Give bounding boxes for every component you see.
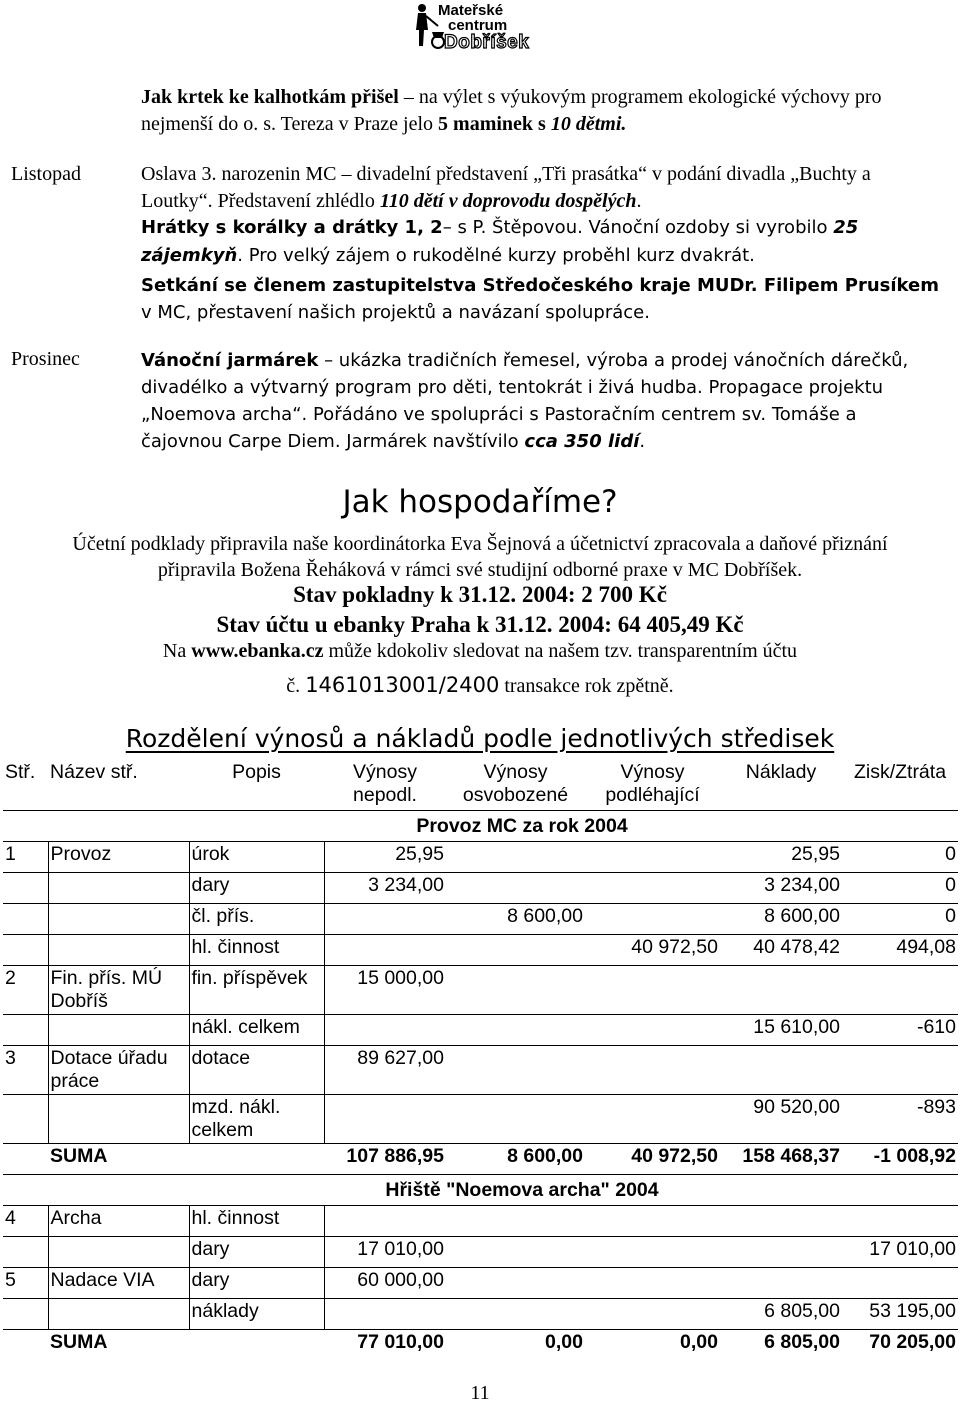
header-cell: Náklady: [745, 761, 817, 783]
listopad-paragraph-2: Hrátky s korálky a drátky 1, 2– s P. Štěpovou. Vánoční ozdoby si vyrobilo 25 zájemkyň. Pro velký zájem o rukodělné kurzy proběhl kurz dvakrát.: [141, 217, 859, 266]
table-cell: 3: [3, 1046, 48, 1095]
table-cell: 8 600,00: [446, 904, 585, 935]
table-cell: [446, 1299, 585, 1330]
table-cell: [585, 1046, 720, 1095]
table-row: [3, 1237, 958, 1268]
account-number: 1461013001/2400: [305, 673, 500, 697]
table-cell: [720, 1046, 842, 1095]
table-cell: [324, 935, 446, 966]
table-cell: [585, 873, 720, 904]
table-cell: Provoz: [48, 842, 189, 873]
table-cell: -610: [842, 1015, 958, 1046]
table-cell: [3, 873, 48, 904]
table-cell: [720, 1206, 842, 1237]
table-cell: [48, 1015, 189, 1046]
prosinec-paragraph: Vánoční jarmárek – ukázka tradičních řemesel, výroba a prodej vánočních dárečků, divadélko a výtvarný program pro děti, tentokrát i živá hudba. Propagace projektu „Noemova archa“. Pořádáno ve spolupráci s Pastoračním centrem sv. Tomáše a čajovnou Carpe Diem. Jarmárek navštívilo cca 350 lidí.: [141, 350, 909, 452]
table-cell: [446, 966, 585, 1015]
table-row: [3, 1015, 958, 1046]
section-title: Provoz MC za rok 2004: [324, 811, 720, 842]
table-cell: Dotace úřadu práce: [48, 1046, 189, 1095]
table-cell: [48, 873, 189, 904]
table-cell: [585, 904, 720, 935]
finance-paragraph: Účetní podklady připravila naše koordinátorka Eva Šejnová a účetnictví zpracovala a daňové přiznání připravila Božena Řeháková v rámci své studijní odborné praxe v MC Dobříšek.: [72, 533, 888, 581]
table-cell: [446, 1268, 585, 1299]
table-cell: náklady: [189, 1299, 324, 1330]
table-cell: [48, 935, 189, 966]
intro-children: 10 dětmi.: [550, 112, 627, 135]
section-row-archa: [3, 1175, 958, 1206]
table-cell: 3 234,00: [720, 873, 842, 904]
table-cell: 25,95: [324, 842, 446, 873]
table-cell: 1: [3, 842, 48, 873]
table-cell: [720, 1237, 842, 1268]
table-row: [3, 904, 958, 935]
table-cell: [48, 904, 189, 935]
table-cell: [3, 904, 48, 935]
table-cell: [446, 1046, 585, 1095]
table-cell: [585, 1206, 720, 1237]
suma-cell: 70 205,00: [842, 1330, 958, 1361]
table-cell: [48, 1299, 189, 1330]
suma-row: [3, 1330, 958, 1361]
finance-heading: Jak hospodaříme?: [342, 484, 618, 520]
table-cell: [585, 1299, 720, 1330]
suma-row: [3, 1144, 958, 1175]
month-listopad: Listopad: [11, 163, 81, 185]
table-cell: hl. činnost: [189, 935, 324, 966]
header-cell: Stř.: [5, 761, 36, 783]
table-cell: Archa: [48, 1206, 189, 1237]
table-cell: [842, 966, 958, 1015]
table-cell: 25,95: [720, 842, 842, 873]
table-row: [3, 842, 958, 873]
suma-cell: 0,00: [446, 1330, 585, 1361]
intro-paragraph: [141, 84, 931, 137]
intro-count: 5 maminek s: [438, 112, 551, 135]
table-cell: [446, 873, 585, 904]
table-cell: dary: [189, 873, 324, 904]
table-row: [3, 1095, 958, 1144]
header-cell: Výnosy osvobozené: [462, 761, 569, 806]
table-cell: [842, 1268, 958, 1299]
table-cell: [324, 1206, 446, 1237]
table-cell: 4: [3, 1206, 48, 1237]
header-cell: Název stř.: [50, 761, 138, 783]
table-row: [3, 935, 958, 966]
bank-balance: Stav účtu u ebanky Praha k 31.12. 2004: 64 405,49 Kč: [216, 612, 744, 637]
table-cell: [3, 1299, 48, 1330]
table-cell: [324, 1095, 446, 1144]
table-cell: 6 805,00: [720, 1299, 842, 1330]
suma-cell: 158 468,37: [720, 1144, 842, 1175]
table-cell: 60 000,00: [324, 1268, 446, 1299]
table-cell: 40 972,50: [585, 935, 720, 966]
table-cell: [585, 1015, 720, 1046]
table-cell: [3, 1095, 48, 1144]
table-cell: 53 195,00: [842, 1299, 958, 1330]
table-cell: 0: [842, 904, 958, 935]
table-cell: 8 600,00: [720, 904, 842, 935]
table-cell: dotace: [189, 1046, 324, 1095]
suma-cell: 8 600,00: [446, 1144, 585, 1175]
table-cell: [585, 1268, 720, 1299]
table-row: [3, 1268, 958, 1299]
listopad-paragraph-3: Setkání se členem zastupitelstva Středočeského kraje MUDr. Filipem Prusíkem v MC, přestavení našich projektů a navázaní spolupráce.: [141, 275, 939, 323]
table-cell: [3, 1237, 48, 1268]
table-cell: mzd. nákl. celkem: [189, 1095, 324, 1144]
suma-cell: 40 972,50: [585, 1144, 720, 1175]
table-cell: [446, 1237, 585, 1268]
cash-balance: Stav pokladny k 31.12. 2004: 2 700 Kč: [293, 582, 667, 607]
section-title: Hřiště "Noemova archa" 2004: [324, 1175, 720, 1206]
header-cell: Popis: [232, 761, 281, 783]
table-cell: [446, 1206, 585, 1237]
table-cell: 3 234,00: [324, 873, 446, 904]
suma-cell: -1 008,92: [842, 1144, 958, 1175]
account-info: č. 1461013001/2400 transakce rok zpětně.: [286, 673, 674, 697]
table-cell: hl. činnost: [189, 1206, 324, 1237]
suma-label: SUMA: [48, 1330, 324, 1361]
table-cell: 5: [3, 1268, 48, 1299]
table-row: [3, 1046, 958, 1095]
table-cell: [842, 1046, 958, 1095]
table-cell: -893: [842, 1095, 958, 1144]
logo-line-1: Mateřské: [438, 2, 504, 19]
table-cell: 40 478,42: [720, 935, 842, 966]
bank-link[interactable]: www.ebanka.cz: [191, 640, 324, 662]
suma-cell: 107 886,95: [324, 1144, 446, 1175]
table-cell: [585, 842, 720, 873]
table-row: [3, 966, 958, 1015]
listopad-paragraph-1: Oslava 3. narozenin MC – divadelní představení „Tři prasátka“ v podání divadla „Buchty a Loutky“. Představení zhlédlo 110 dětí v doprovodu dospělých.: [141, 163, 871, 212]
intro-event-title: Jak krtek ke kalhotkám přišel: [141, 86, 399, 108]
table-cell: 15 000,00: [324, 966, 446, 1015]
table-cell: [324, 1015, 446, 1046]
table-header-row: [3, 760, 958, 811]
table-cell: [446, 935, 585, 966]
table-cell: [48, 1237, 189, 1268]
header-cell: Zisk/Ztráta: [853, 761, 947, 783]
table-cell: [446, 1095, 585, 1144]
table-cell: 89 627,00: [324, 1046, 446, 1095]
table-cell: Fin. přís. MÚ Dobříš: [48, 966, 189, 1015]
table-cell: [720, 966, 842, 1015]
header-cell: Výnosy podléhající: [605, 761, 700, 806]
table-cell: [48, 1095, 189, 1144]
table-cell: fin. příspěvek: [189, 966, 324, 1015]
table-cell: [324, 904, 446, 935]
table-cell: dary: [189, 1268, 324, 1299]
suma-label: SUMA: [48, 1144, 324, 1175]
table-row: [3, 873, 958, 904]
table-cell: [3, 1015, 48, 1046]
table-cell: dary: [189, 1237, 324, 1268]
bank-info: Na www.ebanka.cz může kdokoliv sledovat na našem tzv. transparentním účtu: [162, 640, 798, 662]
table-cell: [585, 1095, 720, 1144]
table-cell: Nadace VIA: [48, 1268, 189, 1299]
month-prosinec: Prosinec: [11, 348, 80, 370]
table-cell: 0: [842, 842, 958, 873]
page-number: 11: [470, 1382, 490, 1404]
intro-text: – na výlet s výukovým programem ekologické výchovy pro nejmenší do o. s. Tereza v Praze jelo: [141, 86, 882, 135]
table-title: Rozdělení výnosů a nákladů podle jednotlivých středisek: [125, 724, 835, 753]
logo-line-2: centrum: [448, 17, 508, 34]
table-cell: nákl. celkem: [189, 1015, 324, 1046]
suma-cell: 0,00: [585, 1330, 720, 1361]
table-cell: [720, 1268, 842, 1299]
suma-cell: 6 805,00: [720, 1330, 842, 1361]
suma-cell: 77 010,00: [324, 1330, 446, 1361]
table-cell: [446, 842, 585, 873]
header-cell: Výnosy nepodl.: [353, 761, 417, 806]
table-row: [3, 1206, 958, 1237]
table-cell: úrok: [189, 842, 324, 873]
table-cell: 15 610,00: [720, 1015, 842, 1046]
table-cell: 17 010,00: [324, 1237, 446, 1268]
table-cell: 2: [3, 966, 48, 1015]
table-cell: 494,08: [842, 935, 958, 966]
table-cell: 0: [842, 873, 958, 904]
table-cell: [324, 1299, 446, 1330]
logo-line-3: Dobříšek: [444, 32, 530, 53]
finance-table: [3, 760, 958, 1360]
table-cell: 90 520,00: [720, 1095, 842, 1144]
table-row: [3, 1299, 958, 1330]
table-cell: čl. přís.: [189, 904, 324, 935]
table-cell: [585, 1237, 720, 1268]
table-cell: [446, 1015, 585, 1046]
table-cell: [842, 1206, 958, 1237]
table-cell: 17 010,00: [842, 1237, 958, 1268]
table-cell: [585, 966, 720, 1015]
table-cell: [3, 935, 48, 966]
logo: [408, 2, 538, 52]
section-row-provoz: [3, 811, 958, 842]
